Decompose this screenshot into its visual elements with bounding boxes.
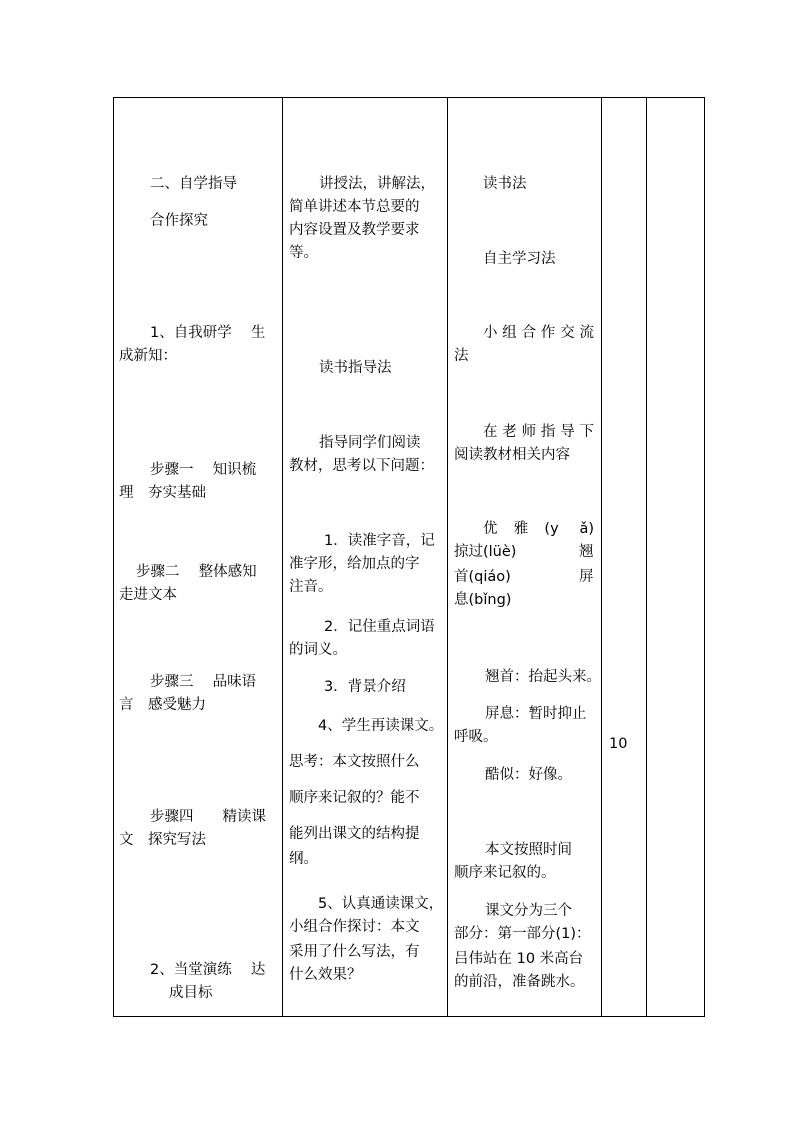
step-text: 言 感受魅力 bbox=[119, 697, 206, 713]
question-text: 什么效果？ bbox=[289, 967, 362, 983]
answer-text: 的前沿，准备跳水。 bbox=[454, 974, 585, 990]
section-subtitle: 合作探究 bbox=[150, 213, 208, 229]
method-text: 在老师指导下 bbox=[483, 424, 594, 440]
answer-text: 课文分为三个 bbox=[485, 903, 572, 919]
step-text: 理 夯实基础 bbox=[119, 485, 206, 501]
question-text: 思考：本文按照什么 bbox=[289, 754, 420, 770]
step-text: 步骤一 知识梳 bbox=[150, 462, 257, 478]
answer-text: 翘首：抬起头来。 bbox=[485, 669, 601, 685]
activity-text: 指导同学们阅读 bbox=[319, 435, 421, 451]
answer-text: 酷似：好像。 bbox=[485, 767, 572, 783]
section-title: 二、自学指导 bbox=[150, 176, 237, 192]
step-text: 成目标 bbox=[169, 985, 213, 1001]
method-text: 小组合作交流 bbox=[483, 325, 594, 341]
answer-text: 优雅(y ǎ) bbox=[483, 521, 594, 537]
answer-text: 翘 bbox=[579, 544, 594, 560]
question-text: 1．读准字音，记 bbox=[324, 533, 435, 549]
column-divider bbox=[447, 98, 448, 1016]
activity-text: 讲授法，讲解法， bbox=[319, 176, 435, 192]
time-value: 10 bbox=[609, 736, 628, 752]
answer-text: 顺序来记叙的。 bbox=[454, 865, 556, 881]
step-text: 2、当堂演练 达 bbox=[150, 962, 266, 978]
answer-text: 部分：第一部分(1)： bbox=[454, 926, 591, 942]
step-text: 走进文本 bbox=[119, 587, 177, 603]
method-text: 自主学习法 bbox=[483, 251, 556, 267]
step-text: 步骤四 精读课 bbox=[150, 809, 266, 825]
step-text: 步骤二 整体感知 bbox=[136, 564, 257, 580]
question-text: 准字形，给加点的字 bbox=[289, 556, 420, 572]
lesson-plan-table bbox=[113, 97, 705, 1017]
question-text: 4、学生再读课文。 bbox=[318, 718, 444, 734]
activity-text: 教材，思考以下问题： bbox=[289, 458, 434, 474]
answer-text: 吕伟站在 10 米高台 bbox=[454, 951, 584, 967]
answer-text: 本文按照时间 bbox=[485, 842, 572, 858]
question-text: 注音。 bbox=[289, 579, 333, 595]
activity-text: 简单讲述本节总要的 bbox=[289, 199, 420, 215]
column-divider bbox=[601, 98, 602, 1016]
question-text: 小组合作探讨：本文 bbox=[289, 919, 420, 935]
answer-text: 屏 bbox=[579, 569, 594, 585]
question-text: 顺序来记叙的？能不 bbox=[289, 790, 420, 806]
question-text: 采用了什么写法，有 bbox=[289, 944, 420, 960]
answer-text: 呼吸。 bbox=[454, 729, 498, 745]
activity-text: 内容设置及教学要求 bbox=[289, 222, 420, 238]
answer-text: 屏息：暂时抑止 bbox=[485, 706, 587, 722]
step-text: 步骤三 品味语 bbox=[150, 674, 257, 690]
column-divider bbox=[282, 98, 283, 1016]
answer-text: 掠过(lüè) bbox=[454, 544, 517, 560]
question-text: 5、认真通读课文， bbox=[318, 896, 444, 912]
method-text: 法 bbox=[454, 348, 469, 364]
question-text: 2．记住重点词语 bbox=[324, 619, 435, 635]
question-text: 3．背景介绍 bbox=[324, 679, 406, 695]
question-text: 的词义。 bbox=[289, 642, 347, 658]
answer-text: 首(qiáo) bbox=[454, 569, 511, 585]
method-text: 读书法 bbox=[483, 176, 527, 192]
activity-text: 读书指导法 bbox=[319, 360, 392, 376]
activity-text: 等。 bbox=[289, 245, 318, 261]
step-text: 文 探究写法 bbox=[119, 832, 206, 848]
method-text: 阅读教材相关内容 bbox=[454, 447, 570, 463]
step-text: 成新知： bbox=[119, 348, 177, 364]
question-text: 纲。 bbox=[289, 851, 318, 867]
step-text: 1、自我研学 生 bbox=[150, 325, 266, 341]
column-divider bbox=[646, 98, 647, 1016]
question-text: 能列出课文的结构提 bbox=[289, 826, 420, 842]
answer-text: 息(bǐng) bbox=[454, 592, 512, 608]
